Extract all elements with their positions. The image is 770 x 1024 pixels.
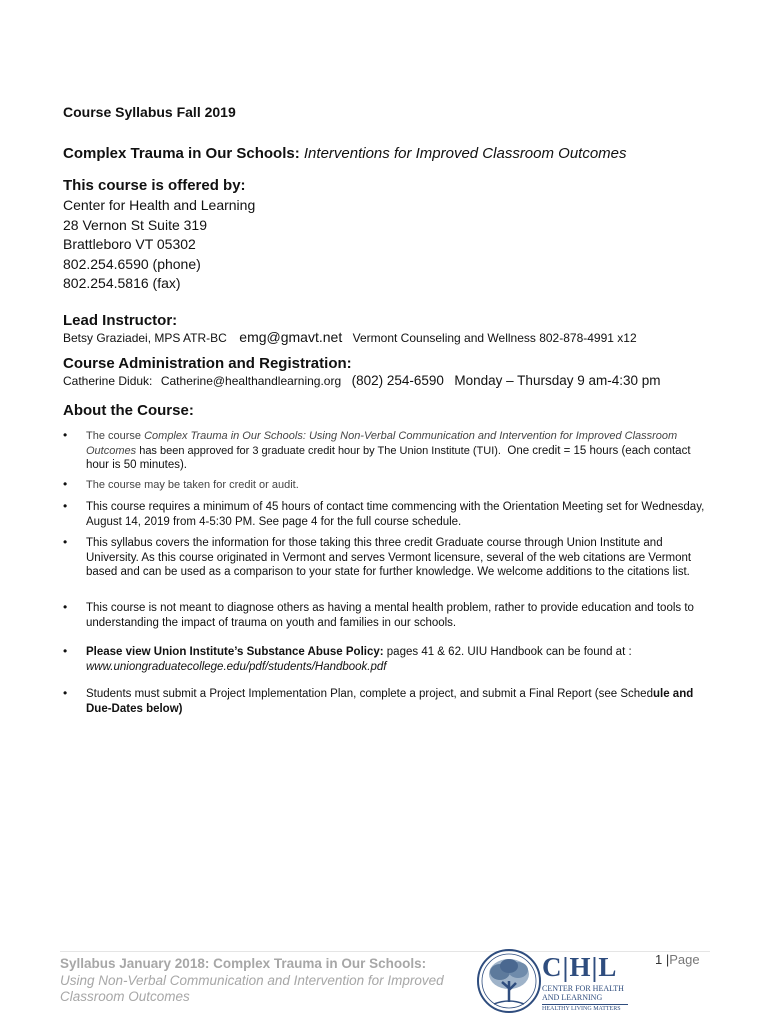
admin-phone: (802) 254-6590 xyxy=(351,373,444,388)
offered-by-address xyxy=(63,196,255,294)
address-line: 28 Vernon St Suite 319 xyxy=(63,216,207,233)
about-heading: About the Course: xyxy=(63,402,194,419)
logo-tagline: HEALTHY LIVING MATTERS xyxy=(542,1004,628,1012)
address-line: Center for Health and Learning xyxy=(63,197,256,213)
course-title-italic: Interventions for Improved Classroom Outcomes xyxy=(303,145,627,162)
instructor-heading: Lead Instructor: xyxy=(63,312,178,329)
footer-line-3: Classroom Outcomes xyxy=(60,989,190,1004)
address-line: 802.254.6590 (phone) xyxy=(63,255,201,272)
bullet-icon: • xyxy=(63,477,68,491)
list-item: • The course may be taken for credit or audit. xyxy=(63,477,299,491)
admin-heading: Course Administration and Registration: xyxy=(63,355,352,372)
footer-line-1: Syllabus January 2018: Complex Trauma in Our Schools: xyxy=(60,956,427,971)
admin-name: Catherine Diduk: xyxy=(63,374,153,388)
admin-email[interactable]: Catherine@healthandlearning.org xyxy=(160,374,342,388)
handbook-link[interactable]: www.uniongraduatecollege.edu/pdf/students/Handbook.pdf xyxy=(86,660,387,673)
offered-by-heading: This course is offered by: xyxy=(63,177,246,194)
bullet-icon: • xyxy=(63,428,68,442)
bullet-icon: • xyxy=(63,535,68,549)
course-title-bold: Complex Trauma in Our Schools: xyxy=(63,145,300,162)
address-line: Brattleboro VT 05302 xyxy=(63,236,196,252)
chl-logo xyxy=(474,948,634,1014)
admin-hours: Monday – Thursday 9 am-4:30 pm xyxy=(454,373,661,388)
address-line: 802.254.5816 (fax) xyxy=(63,275,181,291)
bullet-icon: • xyxy=(63,686,68,700)
list-item: • The course Complex Trauma in Our Schools: Using Non-Verbal Communication and Intervention for Improved Classroom Outcomes has been approved for 3 graduate credit hour by The Union Institute (TUI). One credit = 15 hours (each contact hour is 50 minutes). xyxy=(63,428,691,471)
tree-icon xyxy=(474,948,544,1014)
logo-name: CENTER FOR HEALTH AND LEARNING xyxy=(542,984,624,1002)
instructor-email[interactable]: emg@gmavt.net xyxy=(239,329,343,345)
instructor-name: Betsy Graziadei, MPS ATR-BC xyxy=(63,331,227,345)
list-item: • This course requires a minimum of 45 hours of contact time commencing with the Orientation Meeting set for Wednesday, August 14, 2019 from 4-5:30 PM. See page 4 for the full course schedule. xyxy=(63,499,705,528)
syllabus-title: Course Syllabus Fall 2019 xyxy=(63,104,236,120)
logo-letters: C|H|L xyxy=(542,952,618,982)
instructor-org: Vermont Counseling and Wellness 802-878-4991 x12 xyxy=(352,331,637,345)
instructor-details xyxy=(63,329,637,347)
list-item: • Please view Union Institute’s Substance Abuse Policy: pages 41 & 62. UIU Handbook can be found at : www.uniongraduatecollege.edu/pdf/students/Handbook.pdf xyxy=(63,644,632,673)
bullet-icon: • xyxy=(63,644,68,658)
bullet-icon: • xyxy=(63,600,68,614)
bullet-icon: • xyxy=(63,499,68,513)
list-item: • Students must submit a Project Implementation Plan, complete a project, and submit a Final Report (see Schedule and Due-Dates below) xyxy=(63,686,694,715)
course-title xyxy=(63,145,627,162)
page-number: 1 |Page xyxy=(655,952,700,967)
list-item: • This syllabus covers the information for those taking this three credit Graduate course through Union Institute and University. As this course originated in Vermont and serves Vermont licensure, several of the web citations are Vermont based and can be used as a comparison to your state for further knowledge. We welcome additions to the citations list. xyxy=(63,535,692,578)
footer-text xyxy=(60,956,460,1006)
admin-details xyxy=(63,372,661,390)
list-item: • This course is not meant to diagnose others as having a mental health problem, rather to provide education and tools to understanding the impact of trauma on youth and families in our schools. xyxy=(63,600,694,629)
footer-line-2: Using Non-Verbal Communication and Intervention for Improved xyxy=(60,972,444,988)
